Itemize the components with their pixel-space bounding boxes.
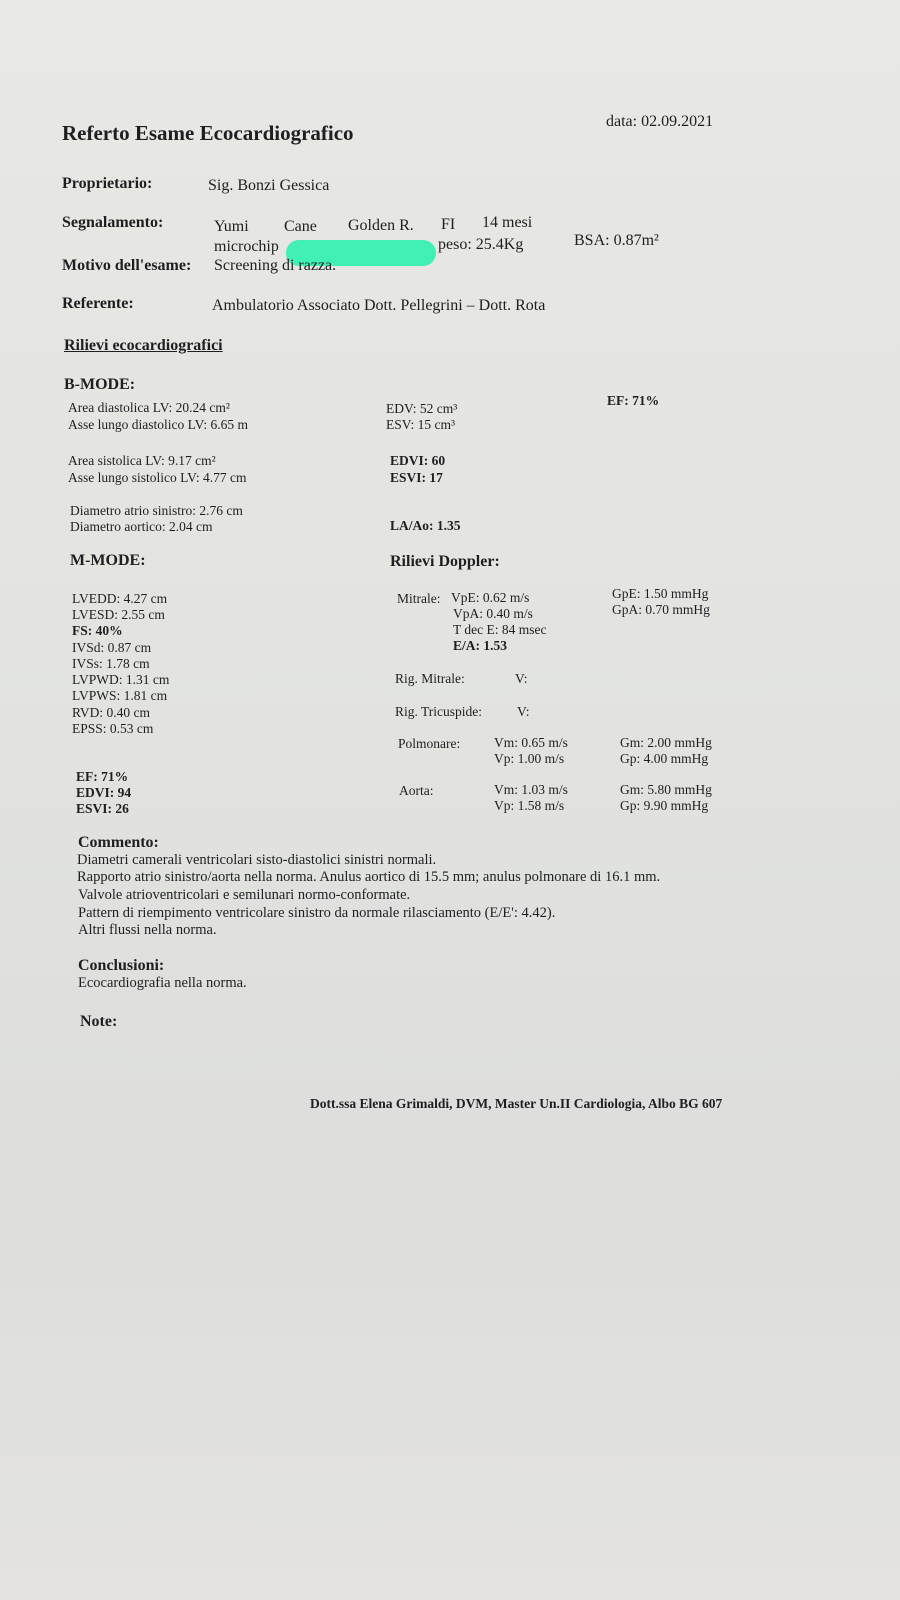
report-title: Referto Esame Ecocardiografico (62, 121, 354, 145)
doppler-aorta-gm: Gm: 5.80 mmHg (620, 782, 712, 797)
doppler-aorta-vm: Vm: 1.03 m/s (494, 782, 568, 797)
doppler-rig-tricuspide: Rig. Tricuspide: (395, 704, 483, 719)
patient-species: Cane (284, 218, 317, 235)
patient-bsa: BSA: 0.87m² (574, 232, 659, 249)
bmode-edvi: EDVI: 60 (390, 453, 446, 468)
mmode-edvi: EDVI: 94 (76, 785, 132, 800)
mmode-ivsd: IVSd: 0.87 cm (72, 640, 152, 655)
conclusioni-text: Ecocardiografia nella norma. (78, 975, 247, 991)
reason-value: Screening di razza. (214, 257, 337, 274)
bmode-area-diastolica: Area diastolica LV: 20.24 cm² (68, 400, 230, 415)
bmode-title: B-MODE: (64, 376, 136, 393)
patient-weight: peso: 25.4Kg (438, 236, 524, 253)
mmode-lvedd: LVEDD: 4.27 cm (72, 591, 168, 606)
commento-line: Altri flussi nella norma. (78, 922, 217, 938)
doppler-rig-tricuspide-v: V: (517, 704, 530, 719)
patient-breed: Golden R. (348, 217, 414, 234)
doppler-mitrale-label: Mitrale: (397, 591, 441, 606)
signal-label: Segnalamento: (62, 214, 164, 231)
patient-name: Yumi (214, 218, 249, 235)
bmode-diametro-aortico: Diametro aortico: 2.04 cm (70, 519, 213, 534)
doppler-vpe: VpE: 0.62 m/s (451, 590, 530, 605)
note-title: Note: (80, 1013, 118, 1030)
doppler-polmonare-gp: Gp: 4.00 mmHg (620, 751, 709, 766)
bmode-la-ao: LA/Ao: 1.35 (390, 518, 461, 533)
doppler-rig-mitrale-v: V: (515, 671, 528, 686)
bmode-asse-diastolico: Asse lungo diastolico LV: 6.65 m (68, 417, 248, 432)
doppler-aorta-label: Aorta: (399, 783, 434, 798)
commento-line: Valvole atrioventricolari e semilunari normo-conformate. (78, 887, 411, 903)
commento-line: Diametri camerali ventricolari sisto-diastolici sinistri normali. (77, 852, 437, 868)
patient-age: 14 mesi (482, 214, 533, 231)
doppler-rig-mitrale: Rig. Mitrale: (395, 671, 465, 686)
bmode-edv: EDV: 52 cm³ (386, 401, 458, 416)
signature: Dott.ssa Elena Grimaldi, DVM, Master Un.II Cardiologia, Albo BG 607 (310, 1096, 723, 1111)
mmode-esvi: ESVI: 26 (76, 801, 129, 816)
doppler-gpa: GpA: 0.70 mmHg (612, 602, 710, 617)
mmode-ivss: IVSs: 1.78 cm (72, 656, 150, 671)
doppler-gpe: GpE: 1.50 mmHg (612, 586, 709, 601)
section-title: Rilievi ecocardiografici (64, 337, 223, 354)
doppler-title: Rilievi Doppler: (390, 553, 500, 570)
report-date: data: 02.09.2021 (606, 113, 714, 130)
commento-line: Rapporto atrio sinistro/aorta nella norma. Anulus aortico di 15.5 mm; anulus polmonare di 16.1 mm. (77, 869, 661, 885)
commento-line: Pattern di riempimento ventricolare sinistro da normale rilasciamento (E/E': 4.42). (78, 905, 556, 921)
doppler-polmonare-gm: Gm: 2.00 mmHg (620, 735, 712, 750)
bmode-esv: ESV: 15 cm³ (386, 417, 456, 432)
owner-value: Sig. Bonzi Gessica (208, 177, 330, 194)
mmode-lvesd: LVESD: 2.55 cm (72, 607, 165, 622)
doppler-polmonare-label: Polmonare: (398, 736, 461, 751)
bmode-diametro-atrio: Diametro atrio sinistro: 2.76 cm (70, 503, 243, 518)
doppler-tdec: T dec E: 84 msec (453, 622, 547, 637)
reason-label: Motivo dell'esame: (62, 257, 192, 274)
doppler-ea: E/A: 1.53 (453, 638, 507, 653)
mmode-lvpws: LVPWS: 1.81 cm (72, 688, 168, 703)
doppler-aorta-vp: Vp: 1.58 m/s (494, 798, 565, 813)
doppler-vpa: VpA: 0.40 m/s (453, 606, 533, 621)
mmode-lvpwd: LVPWD: 1.31 cm (72, 672, 170, 687)
bmode-area-sistolica: Area sistolica LV: 9.17 cm² (68, 453, 216, 468)
owner-label: Proprietario: (62, 175, 153, 192)
commento-title: Commento: (78, 834, 159, 851)
mmode-rvd: RVD: 0.40 cm (72, 705, 151, 720)
referrer-value: Ambulatorio Associato Dott. Pellegrini – Dott. Rota (212, 297, 546, 314)
doppler-polmonare-vp: Vp: 1.00 m/s (494, 751, 565, 766)
patient-sex: FI (441, 216, 456, 233)
bmode-ef: EF: 71% (607, 393, 660, 408)
mmode-title: M-MODE: (70, 552, 146, 569)
microchip-label: microchip (214, 238, 279, 255)
mmode-epss: EPSS: 0.53 cm (72, 721, 154, 736)
referrer-label: Referente: (62, 295, 134, 312)
mmode-ef: EF: 71% (76, 769, 129, 784)
bmode-asse-sistolico: Asse lungo sistolico LV: 4.77 cm (68, 470, 247, 485)
doppler-aorta-gp: Gp: 9.90 mmHg (620, 798, 709, 813)
bmode-esvi: ESVI: 17 (390, 470, 443, 485)
mmode-fs: FS: 40% (72, 623, 123, 638)
conclusioni-title: Conclusioni: (78, 957, 165, 974)
doppler-polmonare-vm: Vm: 0.65 m/s (494, 735, 568, 750)
